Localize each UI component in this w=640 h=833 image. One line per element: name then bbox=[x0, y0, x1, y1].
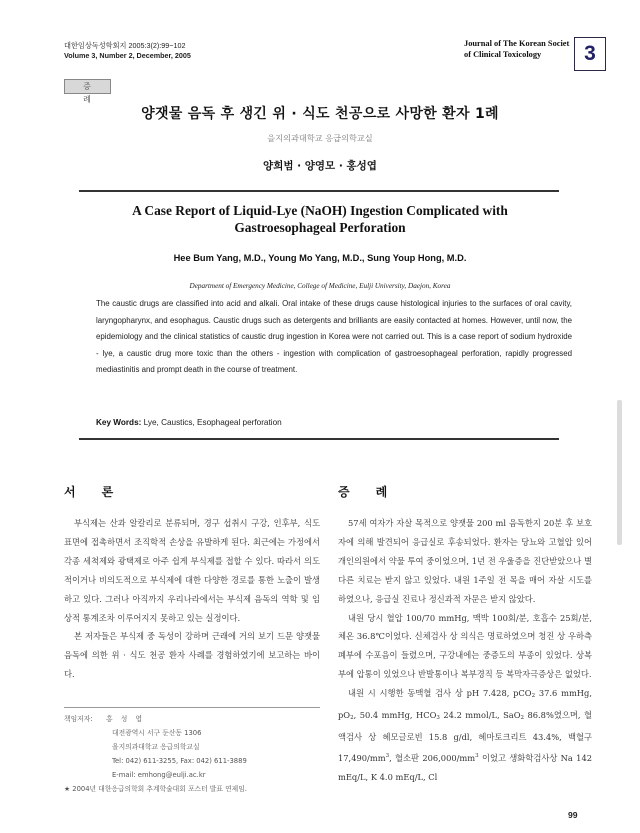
introduction-paragraph: 부식제는 산과 알칼리로 분류되며, 경구 섭취시 구강, 인후부, 식도 표면에 접촉하면서 조직학적 손상을 유발하게 된다. 최근에는 가정에서 각종 세척제와 광택제로 아주 쉽게 부식제를 접할 수 있다. 따라서 의도적이거나 비의도적으로 부식제에 대한 다양한 경로를 통한 노출이 발생하고 있다. 그러나 아직까지 우리나라에서는 부식제 음독의 역학 및 임상적 통계조차 이루어지지 못하고 있는 실정이다. bbox=[64, 518, 320, 623]
correspondence-email[interactable]: E-mail: emhong@eulji.ac.kr bbox=[112, 771, 206, 780]
correspondence-block bbox=[64, 712, 247, 797]
keywords bbox=[96, 418, 282, 427]
journal-header-right bbox=[464, 38, 569, 60]
vertical-scrollbar-thumb[interactable] bbox=[617, 400, 622, 545]
footnote-divider bbox=[64, 707, 320, 708]
keywords-label: Key Words: bbox=[96, 418, 142, 427]
title-english-line2: Gastroesophageal Perforation bbox=[234, 220, 406, 235]
authors-english: Hee Bum Yang, M.D., Young Mo Yang, M.D., Sung Youp Hong, M.D. bbox=[173, 253, 467, 263]
introduction-body bbox=[64, 514, 320, 684]
page-number: 99 bbox=[568, 810, 578, 820]
journal-header-left bbox=[64, 41, 191, 61]
section-heading-introduction: 서론 bbox=[64, 485, 140, 499]
journal-name-line1: Journal of The Korean Societ bbox=[464, 39, 570, 48]
issue-number-badge: 3 bbox=[574, 37, 606, 71]
case-body bbox=[338, 514, 592, 786]
department-english: Department of Emergency Medicine, College of Medicine, Eulji University, Daejon, Korea bbox=[189, 282, 451, 290]
correspondence-name: 홍 성 엽 bbox=[106, 715, 146, 723]
case-paragraph: 57세 여자가 자살 목적으로 양잿물 200 ml 음독한지 20분 후 보호자에 의해 발견되어 응급실로 후송되었다. 환자는 당뇨와 고혈압 있어 개인의원에서 약물 투여 중이었으며, 1년 전 우울증을 진단받았으나 별다른 치료는 받지 않고 있었다. 내원 1주일 전 목을 매어 자살 시도를 하였으나, 응급실 진료나 정신과적 자문은 받지 않았다. bbox=[338, 518, 592, 604]
keywords-value: Lye, Caustics, Esophageal perforation bbox=[141, 418, 282, 427]
journal-name-line2: of Clinical Toxicology bbox=[464, 50, 542, 59]
correspondence-address1: 대전광역시 서구 둔산동 1306 bbox=[112, 729, 202, 738]
abstract: The caustic drugs are classified into acid and alkali. Oral intake of these drugs cause histological injuries to the surfaces of oral cavity, laryngopharynx, and esophagus. Caustic drugs such as detergents and brilliants are easily contacted at homes. However, until now, the epidemiology and the clinical statistics of caustic drug ingestion in Korea were not carried out. This is a case report of sodium hydroxide - lye, a caustic drug more toxic than the others - ingestion with complication of gastroesophageal perforation, rapidly progressed mediastinitis and prompt death in the course of treatment. bbox=[96, 299, 572, 375]
title-korean: 양잿물 음독 후 생긴 위 · 식도 천공으로 사망한 환자 1례 bbox=[141, 106, 499, 122]
section-heading-case: 증례 bbox=[338, 485, 414, 499]
presentation-note: ★ 2004년 대한응급의학회 추계학술대회 포스터 발표 연제임. bbox=[64, 785, 247, 794]
affiliation-korean: 을지의과대학교 응급의학교실 bbox=[267, 133, 373, 143]
abstract-divider bbox=[79, 438, 559, 440]
correspondence-phone: Tel: 042) 611-3255, Fax: 042) 611-3889 bbox=[112, 757, 247, 766]
case-lab-paragraph: 내원 시 시행한 동맥혈 검사 상 pH 7.428, pCO$_2$ 37.6 mmHg, $pO_2$, 50.4 mmHg, $HCO_3$ 24.2 mmol/L, SaO$_2$ 86.8%였으며, 혈액검사 상 헤모글로빈 15.8 g/dl, 헤마토크리트 43.4%, 백혈구 $17,490/mm^3$, 혈소판 $206,000/mm^3$ 이었고 생화학검사상 Na 142 mEq/L, K 4.0 mEq/L, Cl bbox=[338, 688, 593, 782]
volume-line: Volume 3, Number 2, December, 2005 bbox=[64, 51, 191, 60]
correspondence-address2: 을지의과대학교 응급의학교실 bbox=[112, 743, 200, 752]
authors-korean: 양희범 · 양영모 · 홍성엽 bbox=[263, 160, 377, 172]
title-english-line1: A Case Report of Liquid-Lye (NaOH) Ingestion Complicated with bbox=[132, 203, 508, 218]
title-english bbox=[0, 202, 640, 236]
correspondence-label: 책임저자: bbox=[64, 715, 93, 723]
title-divider bbox=[79, 190, 559, 192]
introduction-paragraph: 본 저자들은 부식제 중 독성이 강하며 근래에 거의 보기 드문 양잿물 음독에 의한 위 · 식도 천공 환자 사례를 경험하였기에 보고하는 바이다. bbox=[64, 631, 320, 680]
case-paragraph: 내원 당시 혈압 100/70 mmHg, 맥박 100회/분, 호흡수 25회/분, 체온 36.8℃이었다. 신체검사 상 의식은 명료하였으며 청진 상 우하측 폐부에 수포음이 들렸으며, 구강내에는 중증도의 부종이 있었다. 상복부에 압통이 있었으나 반발통이나 복부경직 등 복막자극증상은 없었다. bbox=[338, 612, 592, 680]
journal-citation-kr: 대한임상독성학회지 2005:3(2):99~102 bbox=[64, 41, 186, 50]
article-type-badge: 증 례 bbox=[64, 79, 111, 94]
